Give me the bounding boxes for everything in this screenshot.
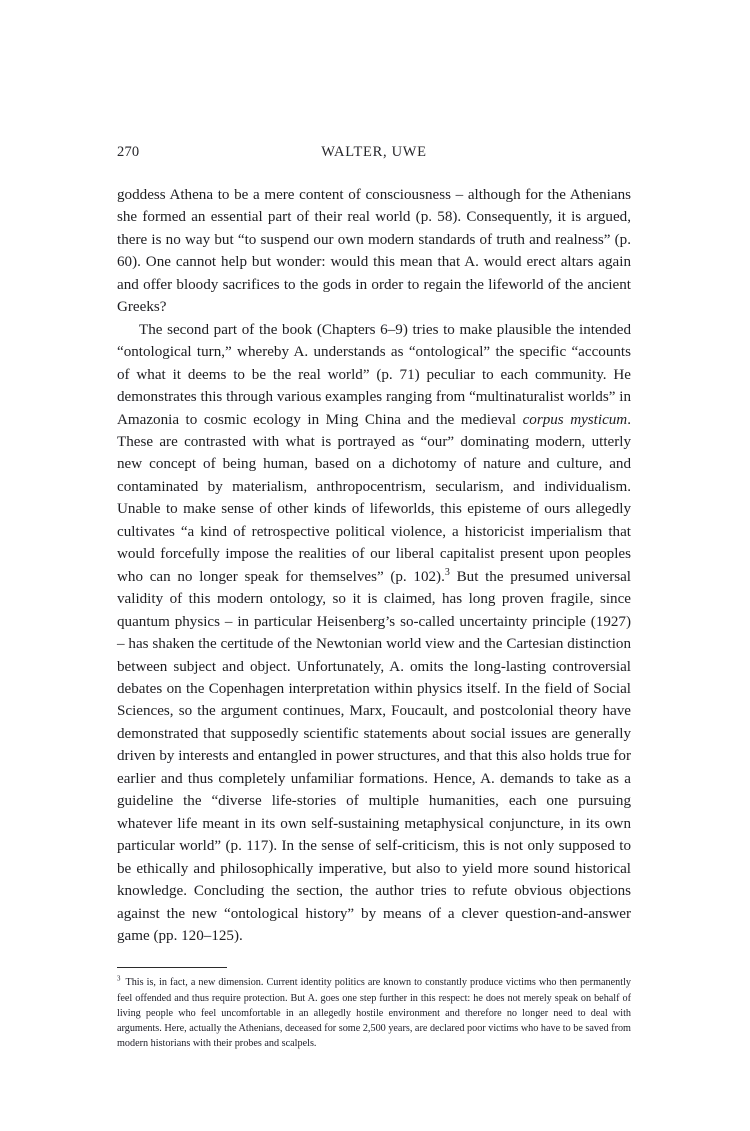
paragraph-2-segment-3: But the presumed universal validity of this modern ontology, so it is claimed, has long proven fragile, since quantum physics – in particular Heisenberg’s so-called uncertainty principle (1927) – has shaken the certitude of the Newtonian world view and the Cartesian distinction between subject and object. Unfortunately, A. omits the long-lasting controversial debates on the Copenhagen interpretation within physics itself. In the field of Social Sciences, so the argument continues, Marx, Foucault, and postcolonial theory have demonstrated that supposedly scientific statements about social issues are generally driven by interests and entangled in power structures, and that this also holds true for earlier and thus completely unfamiliar formations. Hence, A. demands to take as a guideline the “diverse life-stories of multiple humanities, each one pursuing whatever life meant in its own self-sustaining metaphysical conjuncture, in its own particular world” (p. 117). In the sense of self-criticism, this is not only supposed to be ethically and philosophically imperative, but also to yield more sound historical knowledge. Concluding the section, the author tries to refute obvious objections against the new “ontological history” by means of a clever question-and-answer game (pp. 120–125). [117,568,631,944]
latin-term-corpus-mysticum: corpus mysticum [522,411,628,428]
footnote-3-marker: 3 [117,976,121,984]
page-number: 270 [117,144,140,160]
footnote-3 [117,975,631,1051]
footnote-separator-rule [117,967,227,968]
paragraph-2-segment-1: The second part of the book (Chapters 6–9) tries to make plausible the intended “ontological turn,” whereby A. understands as “ontological” the specific “accounts of what it deems to be the real world” (p. 71) peculiar to each community. He demonstrates this through various examples ranging from “multinaturalist worlds” in Amazonia to cosmic ecology in Ming China and the medieval [117,321,631,428]
footnote-3-text: This is, in fact, a new dimension. Current identity politics are known to constantly produce victims who then permanently feel offended and thus require protection. But A. goes one step further in this respect: he does not merely speak on behalf of living people who feel uncomfortable in an allegedly hostile environment and therefore no longer need to deal with arguments. Here, actually the Athenians, deceased for some 2,500 years, are declared poor victims who have to be saved from modern historians with their probes and scalpels. [117,977,631,1050]
running-head-title: WALTER, UWE [321,144,427,160]
paragraph-2 [117,319,631,948]
body-text [117,184,631,947]
footnote-area [117,967,631,1051]
page-content-column [117,142,631,1051]
paragraph-1-text: goddess Athena to be a mere content of consciousness – although for the Athenians she formed an essential part of their real world (p. 58). Consequently, it is argued, there is no way but “to suspend our own modern standards of truth and realness” (p. 60). One cannot help but wonder: would this mean that A. would erect altars again and offer bloody sacrifices to the gods in order to regain the lifeworld of the ancient Greeks? [117,187,631,316]
paragraph-1 [117,184,631,319]
footnote-reference-3[interactable]: 3 [444,566,450,578]
running-head [117,142,631,172]
paragraph-2-segment-2: . These are contrasted with what is portrayed as “our” dominating modern, utterly new concept of being human, based on a dichotomy of nature and culture, and contaminated by materialism, anthropocentrism, secularism, and individualism. Unable to make sense of other kinds of lifeworlds, this episteme of ours allegedly cultivates “a kind of retrospective political violence, a historicist imperialism that would forcefully impose the realities of our liberal capitalist present upon peoples who can no longer speak for themselves” (p. 102). [117,411,631,585]
